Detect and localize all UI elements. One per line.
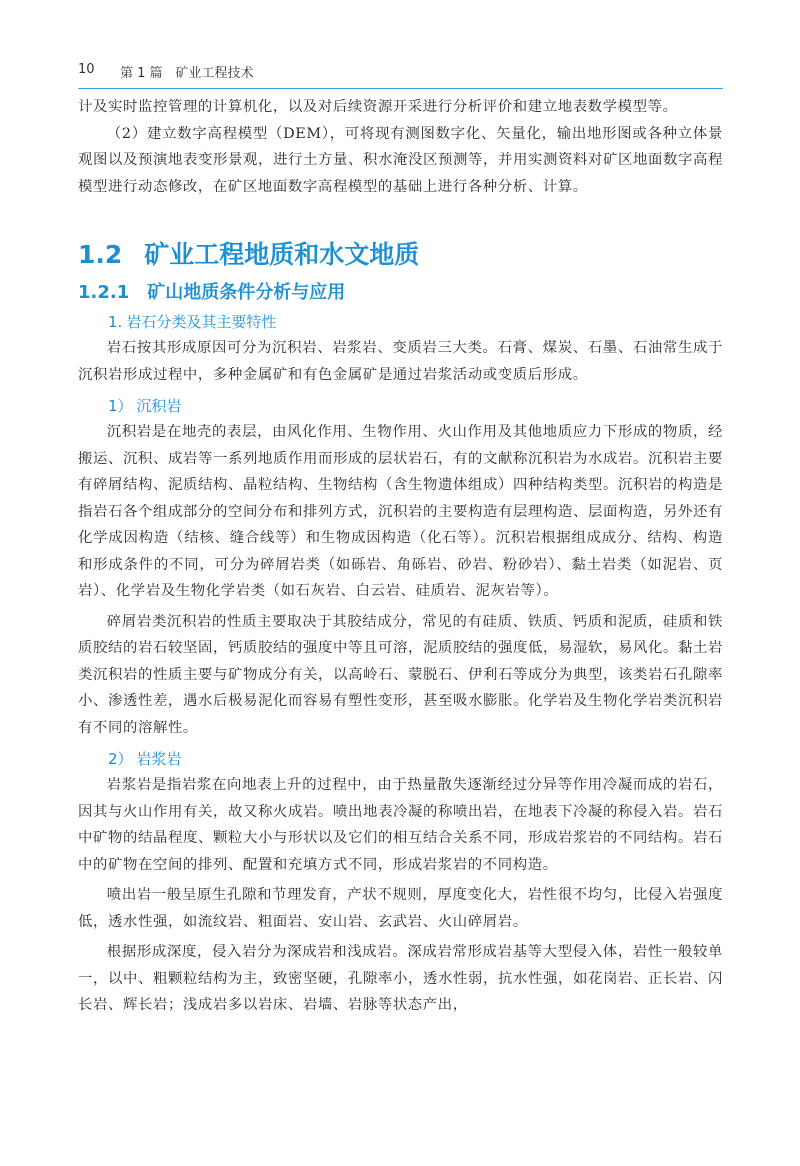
subsection-number: 1.2.1: [78, 282, 130, 303]
paragraph-sedimentary-1: 沉积岩是在地壳的表层，由风化作用、生物作用、火山作用及其他地质应力下形成的物质，经搬运、沉积、成岩等一系列地质作用而形成的层状岩石，有的文献称沉积岩为水成岩。沉积岩主要有碎屑结构、泥质结构、晶粒结构、生物结构（含生物遗体组成）四种结构类型。沉积岩的构造是指岩石各个组成部分的空间分布和排列方式，沉积岩的主要构造有层理构造、层面构造，另外还有化学成因构造（结核、缝合线等）和生物成因构造（化石等）。沉积岩根据组成成分、结构、构造和形成条件的不同，可分为碎屑岩类（如砾岩、角砾岩、砂岩、粉砂岩）、黏土岩类（如泥岩、页岩）、化学岩及生物化学岩类（如石灰岩、白云岩、硅质岩、泥灰岩等）。: [78, 424, 723, 599]
rock-classification-heading: [78, 310, 723, 335]
rock-classification-number: 1.: [108, 313, 123, 331]
subsection-heading: [78, 278, 723, 308]
igneous-number: 2）: [108, 750, 133, 768]
paragraph-igneous-2: 喷出岩一般呈原生孔隙和节理发育，产状不规则，厚度变化大，岩性很不均匀，比侵入岩强度低，透水性强，如流纹岩、粗面岩、安山岩、玄武岩、火山碎屑岩。: [78, 887, 723, 930]
chapter-title: 第 1 篇 矿业工程技术: [120, 66, 254, 81]
subsection-title: 矿山地质条件分析与应用: [147, 282, 346, 303]
sedimentary-heading: [78, 394, 723, 419]
paragraph-igneous-1: 岩浆岩是指岩浆在向地表上升的过程中，由于热量散失逐渐经过分异等作用冷凝而成的岩石，因其与火山作用有关，故又称火成岩。喷出地表冷凝的称喷出岩，在地表下冷凝的称侵入岩。岩石中矿物的结晶程度、颗粒大小与形状以及它们的相互结合关系不同，形成岩浆岩的不同结构。岩石中的矿物在空间的排列、配置和充填方式不同，形成岩浆岩的不同构造。: [78, 777, 723, 873]
igneous-heading: [78, 747, 723, 772]
sedimentary-number: 1）: [108, 397, 133, 415]
paragraph-igneous-3: 根据形成深度，侵入岩分为深成岩和浅成岩。深成岩常形成岩基等大型侵入体，岩性一般较单一，以中、粗颗粒结构为主，致密坚硬，孔隙率小，透水性弱，抗水性强，如花岗岩、正长岩、闪长岩、辉长岩；浅成岩多以岩床、岩墙、岩脉等状态产出，: [78, 944, 723, 1013]
paragraph-sedimentary-2: 碎屑岩类沉积岩的性质主要取决于其胶结成分，常见的有硅质、铁质、钙质和泥质，硅质和铁质胶结的岩石较坚固，钙质胶结的强度中等且可溶，泥质胶结的强度低，易湿软，易风化。黏土岩类沉积岩的性质主要与矿物成分有关，以高岭石、蒙脱石、伊利石等成分为典型，该类岩石孔隙率小、渗透性差，遇水后极易泥化而容易有塑性变形，甚至吸水膨胀。化学岩及生物化学岩类沉积岩有不同的溶解性。: [78, 613, 723, 736]
paragraph-rock-intro: 岩石按其形成原因可分为沉积岩、岩浆岩、变质岩三大类。石膏、煤炭、石墨、石油常生成于沉积岩形成过程中，多种金属矿和有色金属矿是通过岩浆活动或变质后形成。: [78, 340, 723, 383]
paragraph-continued: 计及实时监控管理的计算机化，以及对后续资源开采进行分析评价和建立地表数学模型等。: [78, 99, 678, 115]
running-header: [78, 62, 723, 84]
paragraph-dem: （2）建立数字高程模型（DEM），可将现有测图数字化、矢量化，输出地形图或各种立体景观图以及预演地表变形景观，进行土方量、积水淹没区预测等，并用实测资料对矿区地面数字高程模型进行动态修改，在矿区地面数字高程模型的基础上进行各种分析、计算。: [78, 125, 723, 195]
header-divider: [78, 88, 723, 89]
rock-classification-title: 岩石分类及其主要特性: [126, 313, 277, 331]
section-number: 1.2: [78, 240, 123, 269]
sedimentary-title: 沉积岩: [136, 397, 182, 415]
page-body: [78, 94, 723, 1019]
section-title: 矿业工程地质和水文地质: [144, 240, 420, 269]
page-number: 10: [78, 62, 95, 77]
section-heading: [78, 238, 723, 272]
igneous-title: 岩浆岩: [136, 750, 182, 768]
